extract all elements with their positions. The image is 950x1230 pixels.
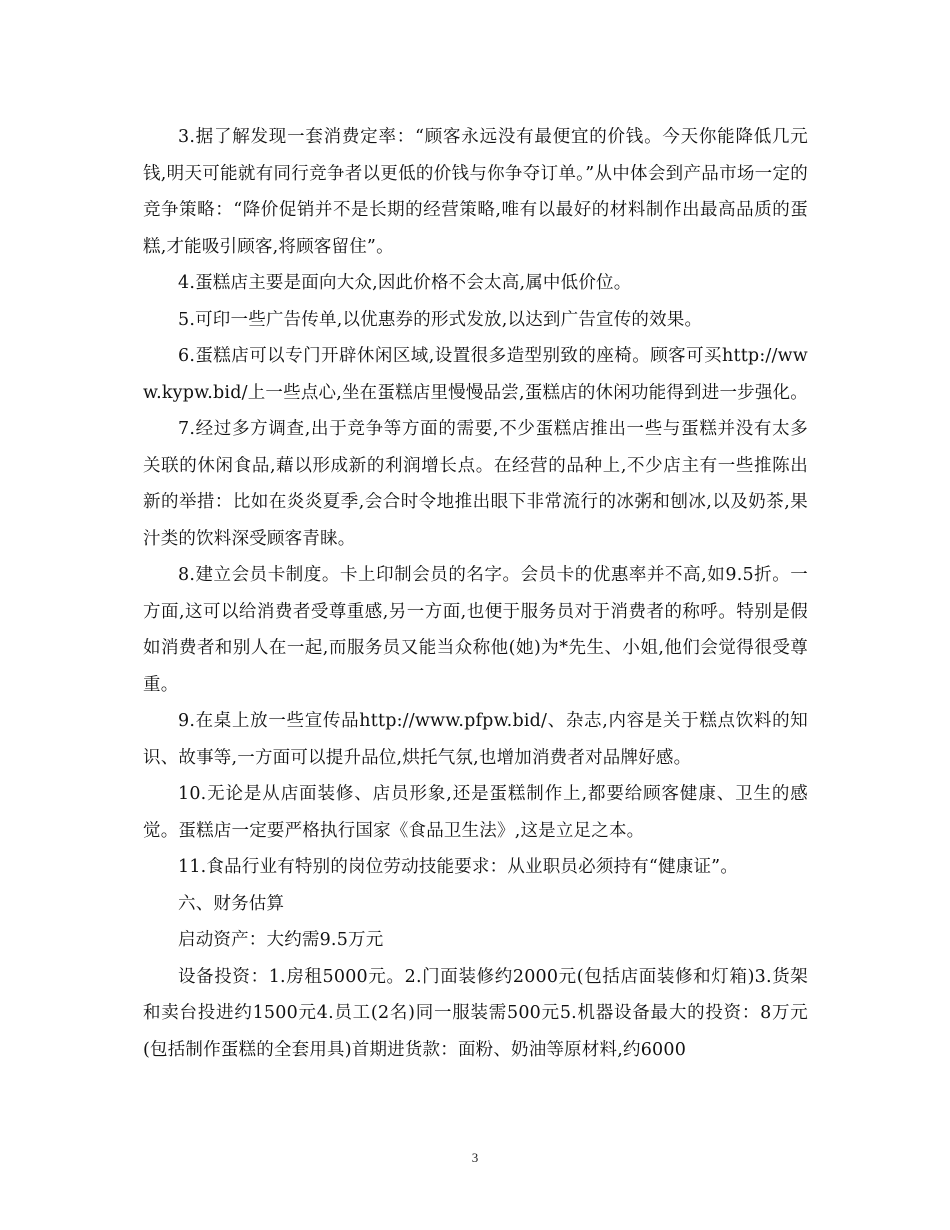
paragraph-9: 9.在桌上放一些宣传品http://www.pfpw.bid/、杂志,内容是关于糕点饮料的知识、故事等,一方面可以提升品位,烘托气氛,也增加消费者对品牌好感。 xyxy=(143,711,808,768)
document-body xyxy=(143,119,808,1068)
paragraph-7: 7.经过多方调查,出于竞争等方面的需要,不少蛋糕店推出一些与蛋糕并没有太多关联的休闲食品,藉以形成新的利润增长点。在经营的品种上,不少店主有一些推陈出新的举措：比如在炎炎夏季,会合时令地推出眼下非常流行的冰粥和刨冰,以及奶茶,果汁类的饮料深受顾客青睐。 xyxy=(143,419,808,549)
paragraph-8: 8.建立会员卡制度。卡上印制会员的名字。会员卡的优惠率并不高,如9.5折。一方面,这可以给消费者受尊重感,另一方面,也便于服务员对于消费者的称呼。特别是假如消费者和别人在一起,而服务员又能当众称他(她)为*先生、小姐,他们会觉得很受尊重。 xyxy=(143,565,808,695)
paragraph-6: 6.蛋糕店可以专门开辟休闲区域,设置很多造型别致的座椅。顾客可买http://www.kypw.bid/上一些点心,坐在蛋糕店里慢慢品尝,蛋糕店的休闲功能得到进一步强化。 xyxy=(143,346,808,403)
equipment-investment: 设备投资：1.房租5000元。2.门面装修约2000元(包括店面装修和灯箱)3.货架和卖台投进约1500元4.员工(2名)同一服装需500元5.机器设备最大的投资：8万元(包括制作蛋糕的全套用具)首期进货款：面粉、奶油等原材料,约6000 xyxy=(143,966,808,1060)
paragraph-11: 11.食品行业有特别的岗位劳动技能要求：从业职员必须持有“健康证”。 xyxy=(178,857,739,877)
startup-capital: 启动资产：大约需9.5万元 xyxy=(178,930,384,950)
paragraph-4: 4.蛋糕店主要是面向大众,因此价格不会太高,属中低价位。 xyxy=(178,273,632,293)
section-heading: 六、财务估算 xyxy=(178,893,285,914)
paragraph-3: 3.据了解发现一套消费定率：“顾客永远没有最便宜的价钱。今天你能降低几元钱,明天可能就有同行竞争者以更低的价钱与你争夺订单。”从中体会到产品市场一定的竞争策略：“降价促销并不是长期的经营策略,唯有以最好的材料制作出最高品质的蛋糕,才能吸引顾客,将顾客留住”。 xyxy=(143,127,808,257)
paragraph-10: 10.无论是从店面装修、店员形象,还是蛋糕制作上,都要给顾客健康、卫生的感觉。蛋糕店一定要严格执行国家《食品卫生法》,这是立足之本。 xyxy=(143,784,808,841)
paragraph-5: 5.可印一些广告传单,以优惠券的形式发放,以达到广告宣传的效果。 xyxy=(178,309,703,330)
page-number: 3 xyxy=(471,1150,479,1165)
